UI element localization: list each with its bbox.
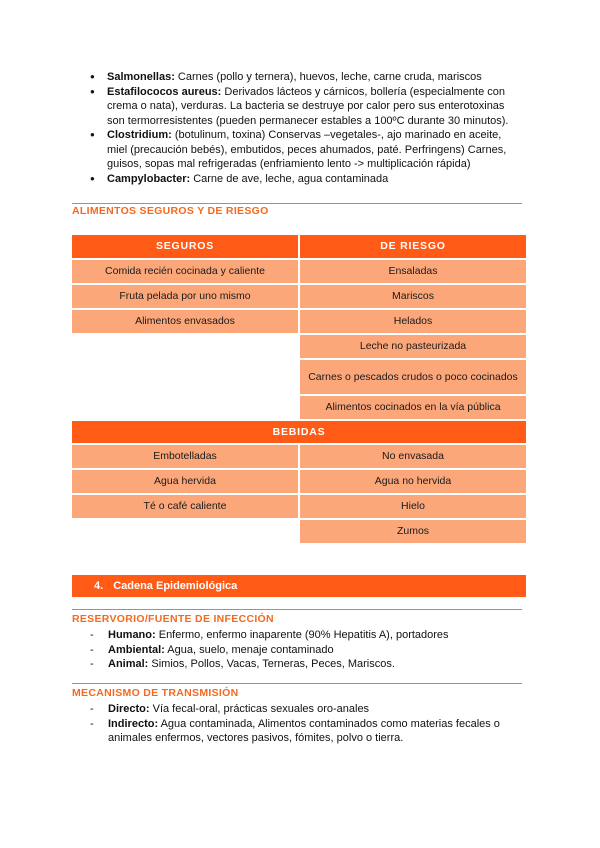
risk-drink-cell: Hielo <box>300 495 526 518</box>
empty-cell <box>72 520 298 543</box>
bacteria-sources: Carne de ave, leche, agua contaminada <box>190 172 389 185</box>
section-heading-text: Cadena Epidemiológica <box>113 580 238 592</box>
empty-cell <box>72 396 298 419</box>
item-text: Vía fecal-oral, prácticas sexuales oro-anales <box>149 703 370 715</box>
bacteria-name: Salmonellas: <box>107 71 175 83</box>
risk-drink-cell: Agua no hervida <box>300 470 526 493</box>
list-item <box>90 717 520 746</box>
item-text: Enfermo, enfermo inaparente (90% Hepatitis A), portadores <box>155 629 449 641</box>
bacteria-list <box>90 70 520 186</box>
bacteria-sources: (botulinum, toxina) Conservas –vegetales-, ajo marinado en aceite, miel (precaución bebés), embutidos, peces ahumados, paté. Perfringens) Carnes, guisos, sopas mal refrigeradas (enfriamiento lento -> multiplicación rápida) <box>107 129 507 170</box>
section-title-foods: ALIMENTOS SEGUROS Y DE RIESGO <box>72 205 269 217</box>
divider <box>72 609 522 610</box>
bacteria-name: Clostridium: <box>107 129 172 141</box>
safe-drink-cell: Embotelladas <box>72 445 298 468</box>
header-drinks: BEBIDAS <box>72 421 526 443</box>
item-text: Simios, Pollos, Vacas, Terneras, Peces, Mariscos. <box>148 658 395 670</box>
section-title-reservoir: RESERVORIO/FUENTE DE INFECCIÓN <box>72 613 274 625</box>
risk-food-cell: Leche no pasteurizada <box>300 335 526 358</box>
safe-drink-cell: Agua hervida <box>72 470 298 493</box>
section-title-transmission: MECANISMO DE TRANSMISIÓN <box>72 687 239 699</box>
divider <box>72 683 522 684</box>
bacteria-item <box>90 70 520 85</box>
food-table <box>72 235 526 545</box>
section-heading-chain <box>72 575 526 597</box>
list-item <box>90 657 520 672</box>
bacteria-name: Campylobacter: <box>107 172 191 185</box>
risk-food-cell: Ensaladas <box>300 260 526 283</box>
bacteria-name: Estafilococos aureus: <box>107 85 222 98</box>
list-item <box>90 628 520 643</box>
bacteria-item <box>90 85 520 129</box>
bacteria-sources: Carnes (pollo y ternera), huevos, leche, carne cruda, mariscos <box>174 71 482 83</box>
header-safe: SEGUROS <box>72 235 298 258</box>
empty-cell <box>72 360 298 394</box>
bacteria-item <box>90 172 520 187</box>
list-item <box>90 702 520 717</box>
risk-food-cell: Helados <box>300 310 526 333</box>
risk-food-cell: Mariscos <box>300 285 526 308</box>
divider <box>72 203 522 204</box>
section-number: 4. <box>94 580 104 592</box>
item-text: Agua, suelo, menaje contaminado <box>164 643 334 656</box>
item-label: Animal: <box>108 658 149 670</box>
list-item <box>90 643 520 658</box>
item-label: Humano: <box>108 629 156 641</box>
bacteria-sources: Derivados lácteos y cárnicos, bollería (especialmente con crema o nata), verduras. La bacteria se destruye por calor pero sus enterotoxinas son termorresistentes (pueden permanecer estables a 100ºC durante 30 minutos). <box>107 85 509 127</box>
reservoir-list <box>90 628 520 672</box>
item-label: Ambiental: <box>108 643 165 656</box>
item-text: Agua contaminada, Alimentos contaminados como materias fecales o animales enfermos, vectores pasivos, fómites, polvo o tierra. <box>108 717 500 744</box>
risk-drink-cell: Zumos <box>300 520 526 543</box>
header-risk: DE RIESGO <box>300 235 526 258</box>
empty-cell <box>72 335 298 358</box>
item-label: Directo: <box>108 703 150 715</box>
risk-food-cell: Carnes o pescados crudos o poco cocinados <box>300 360 526 394</box>
safe-food-cell: Fruta pelada por uno mismo <box>72 285 298 308</box>
safe-drink-cell: Té o café caliente <box>72 495 298 518</box>
bacteria-item <box>90 128 520 172</box>
risk-food-cell: Alimentos cocinados en la vía pública <box>300 396 526 419</box>
risk-drink-cell: No envasada <box>300 445 526 468</box>
item-label: Indirecto: <box>108 717 159 730</box>
transmission-list <box>90 702 520 746</box>
safe-food-cell: Alimentos envasados <box>72 310 298 333</box>
safe-food-cell: Comida recién cocinada y caliente <box>72 260 298 283</box>
